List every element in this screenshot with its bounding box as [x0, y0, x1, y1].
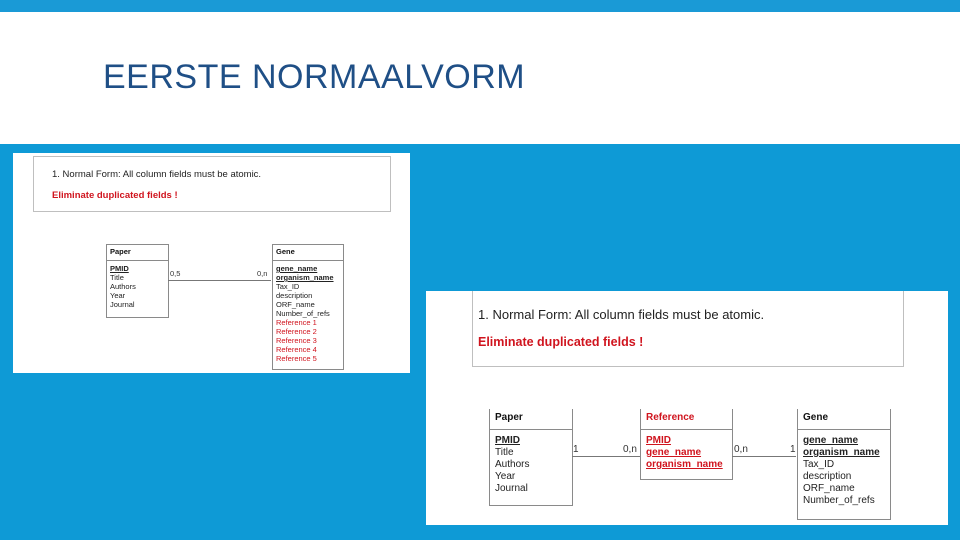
entity-paper	[106, 244, 169, 318]
rule-box	[33, 156, 391, 212]
attr-number-of-refs: Number_of_refs	[276, 309, 330, 318]
attr-organism-name: organism_name	[276, 273, 334, 282]
entity-paper-name: Paper	[107, 245, 168, 261]
relationship-line-reference-gene	[732, 456, 796, 457]
cardinality-right: 0,n	[257, 269, 268, 278]
attr-year: Year	[110, 291, 126, 300]
normal-form-rule: 1. Normal Form: All column fields must be atomic.	[478, 307, 765, 322]
top-accent-bar	[0, 0, 960, 12]
normal-form-rule: 1. Normal Form: All column fields must be atomic.	[52, 169, 262, 180]
attr-pmid: PMID	[495, 435, 520, 446]
attr-gene-name: gene_name	[803, 435, 859, 446]
relationship-line-paper-reference	[572, 456, 640, 457]
attr-reference-3: Reference 3	[276, 336, 317, 345]
entity-gene	[272, 244, 344, 370]
attr-ref-organism-name: organism_name	[646, 459, 723, 470]
rule-box	[472, 291, 904, 367]
entity-reference-name: Reference	[641, 409, 732, 430]
attr-authors: Authors	[495, 459, 530, 470]
attr-organism-name: organism_name	[803, 447, 880, 458]
cardinality-reference-right: 0,n	[734, 444, 748, 455]
attr-gene-name: gene_name	[276, 264, 318, 273]
entity-paper	[489, 409, 573, 506]
attr-description: description	[276, 291, 313, 300]
entity-gene-name: Gene	[273, 245, 343, 261]
attr-tax-id: Tax_ID	[276, 282, 300, 291]
entity-reference	[640, 409, 733, 480]
eliminate-hint: Eliminate duplicated fields !	[52, 190, 178, 201]
cardinality-paper: 1	[573, 444, 579, 455]
attr-title: Title	[110, 273, 124, 282]
attr-reference-2: Reference 2	[276, 327, 317, 336]
attr-year: Year	[495, 471, 516, 482]
attr-tax-id: Tax_ID	[803, 459, 835, 470]
attr-orf-name: ORF_name	[803, 483, 855, 494]
eliminate-hint: Eliminate duplicated fields !	[478, 335, 644, 349]
attr-journal: Journal	[110, 300, 135, 309]
attr-ref-gene-name: gene_name	[646, 447, 702, 458]
attr-ref-pmid: PMID	[646, 435, 671, 446]
cardinality-left: 0,5	[170, 269, 181, 278]
attr-orf-name: ORF_name	[276, 300, 315, 309]
slide-title: EERSTE NORMAALVORM	[103, 58, 526, 96]
entity-paper-name: Paper	[490, 409, 572, 430]
attr-title: Title	[495, 447, 514, 458]
attr-description: description	[803, 471, 852, 482]
diagram-before-normalization	[13, 153, 410, 373]
attr-pmid: PMID	[110, 264, 129, 273]
entity-gene	[797, 409, 891, 520]
attr-journal: Journal	[495, 483, 528, 494]
attr-number-of-refs: Number_of_refs	[803, 495, 875, 506]
attr-reference-1: Reference 1	[276, 318, 317, 327]
cardinality-gene: 1	[790, 444, 796, 455]
attr-reference-4: Reference 4	[276, 345, 317, 354]
relationship-line	[168, 280, 271, 281]
cardinality-reference-left: 0,n	[623, 444, 637, 455]
attr-reference-5: Reference 5	[276, 354, 317, 363]
attr-authors: Authors	[110, 282, 136, 291]
diagram-after-normalization	[426, 291, 948, 525]
entity-gene-name: Gene	[798, 409, 890, 430]
